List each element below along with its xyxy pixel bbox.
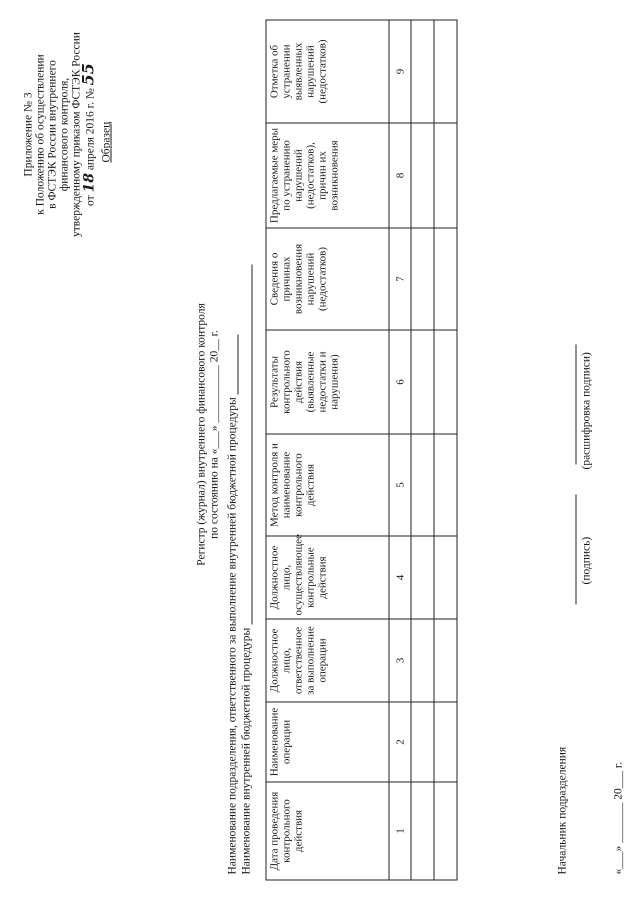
header-cell: Предлагаемые меры по устранению нарушений (недостатков), причин их возникновения <box>266 123 389 228</box>
subdivision-blank <box>228 334 239 394</box>
as-of-date-line: по состоянию на «___» __________ 20__ г. <box>208 330 221 539</box>
column-number: 8 <box>389 123 411 228</box>
approval-prefix: от <box>84 195 97 206</box>
table-cell[interactable] <box>434 228 457 330</box>
appendix-line: к Положению об осуществлении <box>34 54 47 215</box>
header-cell: Дата проведения контрольного действия <box>266 782 389 880</box>
table-cell[interactable] <box>411 434 434 536</box>
table-cell[interactable] <box>411 330 434 434</box>
table-row <box>434 20 457 880</box>
subdivision-label: Наименование подразделения, ответственного за выполнение внутренней бюджетной процедуры <box>226 397 239 875</box>
approval-day-handwritten: 18 <box>81 172 98 193</box>
column-number: 9 <box>389 20 411 123</box>
procedure-field <box>241 265 253 875</box>
signatory-title: Начальник подразделения <box>556 746 569 875</box>
appendix-line: финансового контроля, <box>58 77 71 192</box>
table-cell[interactable] <box>434 619 457 702</box>
header-cell: Должностное лицо, ответственное за выполнение операции <box>266 619 389 702</box>
signature-caption: (подпись) <box>580 536 593 585</box>
subdivision-field <box>227 334 239 874</box>
table-cell[interactable] <box>411 20 434 123</box>
table-cell[interactable] <box>411 123 434 228</box>
signature-decode-caption: (расшифровка подписи) <box>580 352 593 470</box>
sample-label: Образец <box>100 121 113 163</box>
header-cell: Наименование операции <box>266 702 389 782</box>
appendix-line: в ФСТЭК России внутреннего <box>46 60 59 209</box>
table-row <box>411 20 434 880</box>
signature-date: «___» _______ 20___ г. <box>612 761 625 875</box>
header-cell: Результаты контрольного действия (выявленные недостатки и нарушения) <box>266 330 389 434</box>
signature-decode-line[interactable] <box>575 345 577 465</box>
appendix-number: Приложение № 3 <box>22 92 35 177</box>
table-cell[interactable] <box>434 536 457 619</box>
table-cell[interactable] <box>411 702 434 782</box>
column-number: 7 <box>389 228 411 330</box>
table-cell[interactable] <box>434 20 457 123</box>
table-cell[interactable] <box>434 702 457 782</box>
register-title <box>196 235 222 635</box>
column-number-row <box>389 20 411 880</box>
appendix-block <box>23 20 97 250</box>
appendix-line: утвержденному приказом ФСТЭК России <box>70 32 83 237</box>
table-cell[interactable] <box>411 228 434 330</box>
table-cell[interactable] <box>434 434 457 536</box>
register-table <box>266 20 458 881</box>
column-number: 6 <box>389 330 411 434</box>
table-cell[interactable] <box>411 782 434 880</box>
rotated-form <box>1 0 640 905</box>
header-cell: Отметка об устранении выявленных нарушений (недостатков) <box>266 20 389 123</box>
signature-line[interactable] <box>575 495 577 605</box>
column-number: 4 <box>389 536 411 619</box>
header-cell: Метод контроля и наименование контрольного действия <box>266 434 389 536</box>
header-cell: Должностное лицо, осуществляющее контрольные действия <box>266 536 389 619</box>
procedure-blank <box>242 265 253 625</box>
table-cell[interactable] <box>411 536 434 619</box>
header-row <box>266 20 389 880</box>
table-cell[interactable] <box>434 330 457 434</box>
header-cell: Сведения о причинах возникновения нарушений (недостатков) <box>266 228 389 330</box>
approval-date: апреля 2016 г. № <box>84 88 97 171</box>
approval-line <box>78 20 98 250</box>
column-number: 3 <box>389 619 411 702</box>
table-cell[interactable] <box>434 123 457 228</box>
column-number: 5 <box>389 434 411 536</box>
column-number: 2 <box>389 702 411 782</box>
table-cell[interactable] <box>434 782 457 880</box>
table-cell[interactable] <box>411 619 434 702</box>
procedure-label: Наименование внутренней бюджетной процедуры <box>240 627 253 875</box>
title-line: Регистр (журнал) внутреннего финансового контроля <box>195 303 208 566</box>
column-number: 1 <box>389 782 411 880</box>
approval-number-handwritten: 55 <box>78 63 98 86</box>
